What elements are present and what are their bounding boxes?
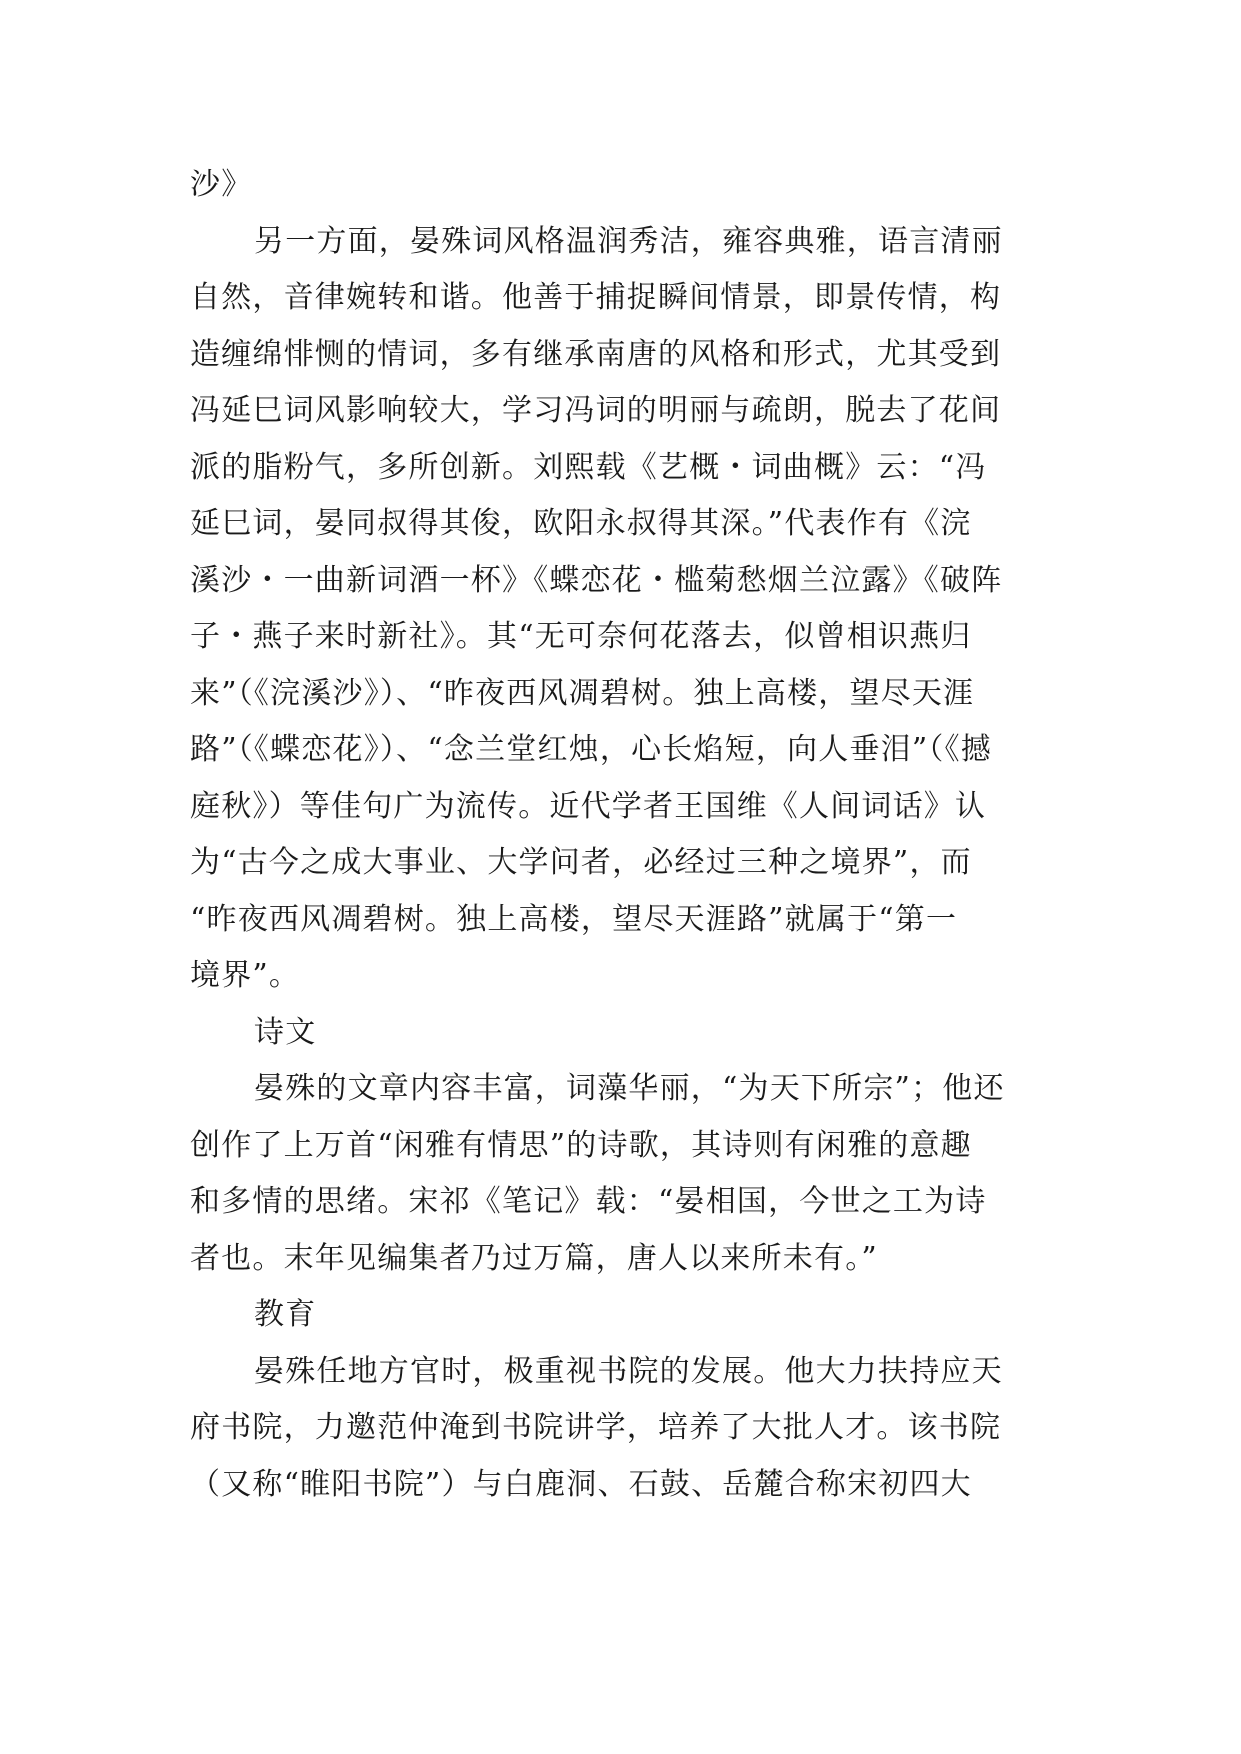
paragraph-line: 派的脂粉气，多所创新。刘熙载《艺概・词曲概》云：“冯 bbox=[190, 449, 987, 485]
paragraph-line: 溪沙・一曲新词酒一杯》《蝶恋花・槛菊愁烟兰泣露》《破阵 bbox=[190, 562, 1003, 598]
paragraph-line: 庭秋》）等佳句广为流传。近代学者王国维《人间词话》认 bbox=[190, 788, 987, 824]
paragraph-line: （又称“睢阳书院”）与白鹿洞、石鼓、岳麓合称宋初四大 bbox=[190, 1466, 972, 1502]
paragraph-line: 自然，音律婉转和谐。他善于捕捉瞬间情景，即景传情，构 bbox=[190, 280, 1002, 315]
paragraph-line: 和多情的思绪。宋祁《笔记》载：“晏相国，今世之工为诗 bbox=[190, 1184, 987, 1219]
paragraph-line: 另一方面，晏殊词风格温润秀洁，雍容典雅，语言清丽 bbox=[254, 223, 1003, 259]
paragraph-line: 冯延巳词风影响较大，学习冯词的明丽与疏朗，脱去了花间 bbox=[190, 393, 1002, 428]
paragraph-line: 造缠绵悱恻的情词，多有继承南唐的风格和形式，尤其受到 bbox=[190, 336, 1002, 372]
paragraph-line: 者也。末年见编集者乃过万篇，唐人以来所未有。” bbox=[190, 1240, 878, 1276]
intro-line: 沙》 bbox=[190, 167, 253, 202]
document-body bbox=[190, 157, 1050, 1513]
paragraph-line: “昨夜西风凋碧树。独上高楼，望尽天涯路”就属于“第一 bbox=[190, 901, 958, 937]
paragraph-line: 为“古今之成大事业、大学问者，必经过三种之境界”，而 bbox=[190, 845, 972, 880]
paragraph-line: 来”（《浣溪沙》）、“昨夜西风凋碧树。独上高楼，望尽天涯 bbox=[190, 675, 975, 711]
paragraph-line: 路”（《蝶恋花》）、“念兰堂红烛，心长焰短，向人垂泪”（《撼 bbox=[190, 732, 993, 767]
paragraph-line: 创作了上万首“闲雅有情思”的诗歌，其诗则有闲雅的意趣 bbox=[190, 1127, 972, 1163]
paragraph-line: 子・燕子来时新社》。其“无可奈何花落去，似曾相识燕归 bbox=[190, 619, 972, 654]
section-heading-education: 教育 bbox=[254, 1297, 317, 1332]
paragraph-education bbox=[190, 1344, 1050, 1514]
paragraph-line: 延巳词，晏同叔得其俊，欧阳永叔得其深。”代表作有《浣 bbox=[190, 506, 972, 541]
paragraph-line: 晏殊任地方官时，极重视书院的发展。他大力扶持应天 bbox=[254, 1353, 1003, 1389]
paragraph-style bbox=[190, 214, 1050, 1005]
paragraph-line: 境界”。 bbox=[190, 958, 301, 993]
paragraph-poetry bbox=[190, 1061, 1050, 1287]
section-heading-poetry: 诗文 bbox=[254, 1014, 317, 1050]
paragraph-line: 晏殊的文章内容丰富，词藻华丽，“为天下所宗”；他还 bbox=[254, 1071, 1005, 1106]
paragraph-line: 府书院，力邀范仲淹到书院讲学，培养了大批人才。该书院 bbox=[190, 1410, 1002, 1445]
